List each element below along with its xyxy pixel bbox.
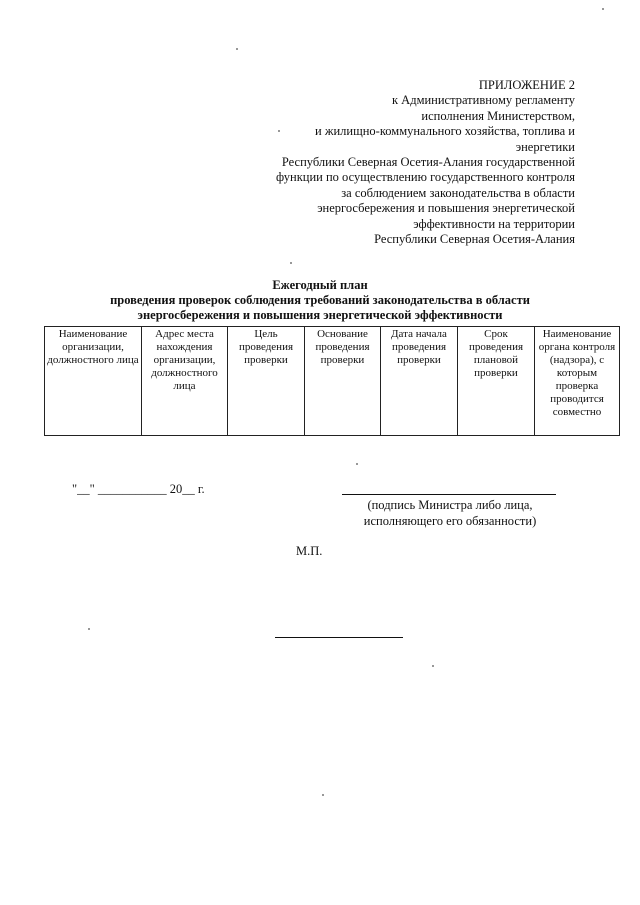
column-header: Срок проведения плановой проверки bbox=[458, 327, 535, 436]
title-line: Ежегодный план bbox=[272, 278, 368, 292]
scan-speck bbox=[432, 665, 434, 667]
appendix-line: за соблюдением законодательства в области bbox=[341, 185, 575, 200]
column-header: Наименование организации, должностного лица bbox=[45, 327, 142, 436]
appendix-line: ПРИЛОЖЕНИЕ 2 bbox=[478, 78, 575, 92]
date-field: "__" ___________ 20__ г. bbox=[72, 482, 205, 496]
signature-line bbox=[342, 494, 556, 495]
appendix-line: Республики Северная Осетия-Алания bbox=[374, 232, 575, 247]
appendix-heading bbox=[240, 78, 575, 247]
appendix-line: к Административному регламенту bbox=[391, 93, 575, 108]
closing-rule bbox=[275, 637, 403, 638]
appendix-line: энергосбережения и повышения энергетической bbox=[317, 201, 575, 216]
column-header: Основание проведения проверки bbox=[305, 327, 381, 436]
scan-speck bbox=[278, 130, 280, 132]
column-header: Адрес места нахождения организации, должностного лица bbox=[142, 327, 228, 436]
column-header: Дата начала проведения проверки bbox=[381, 327, 458, 436]
title-line: энергосбережения и повышения энергетической эффективности bbox=[137, 308, 503, 322]
appendix-line: функции по осуществлению государственного контроля bbox=[275, 170, 575, 185]
signature-caption-line: (подпись Министра либо лица, bbox=[367, 498, 533, 512]
appendix-line: исполнения Министерством, bbox=[421, 108, 575, 123]
scan-speck bbox=[602, 8, 604, 10]
document-title bbox=[60, 278, 580, 323]
plan-table bbox=[44, 326, 620, 436]
signature-caption-line: исполняющего его обязанности) bbox=[363, 514, 537, 528]
table-header-row bbox=[45, 327, 620, 436]
scan-speck bbox=[322, 794, 324, 796]
scan-speck bbox=[290, 262, 292, 264]
scan-speck bbox=[356, 463, 358, 465]
scan-speck bbox=[88, 628, 90, 630]
scan-speck bbox=[236, 48, 238, 50]
signature-caption bbox=[340, 497, 560, 529]
appendix-line: энергетики bbox=[515, 139, 575, 154]
appendix-line: и жилищно-коммунального хозяйства, топлива и bbox=[315, 124, 575, 139]
column-header: Наименование органа контроля (надзора), с которым проверка проводится совместно bbox=[535, 327, 620, 436]
appendix-line: Республики Северная Осетия-Алания государственной bbox=[281, 155, 575, 170]
column-header: Цель проведения проверки bbox=[228, 327, 305, 436]
stamp-placeholder: М.П. bbox=[296, 544, 323, 558]
appendix-line: эффективности на территории bbox=[413, 216, 575, 231]
title-line: проведения проверок соблюдения требований законодательства в области bbox=[110, 293, 530, 307]
